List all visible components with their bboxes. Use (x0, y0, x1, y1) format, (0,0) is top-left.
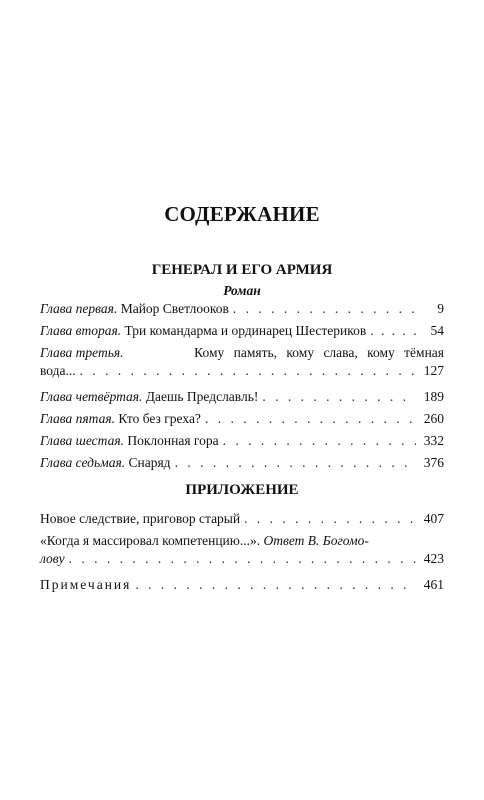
toc-entry[interactable] (40, 532, 444, 568)
chapter-prefix: Глава первая. (40, 301, 118, 316)
appendix-item-author: Ответ В. Богомо- (263, 533, 369, 548)
leader-dots (69, 550, 416, 568)
chapter-title: Поклонная гора (127, 433, 219, 448)
chapter-title: Даешь Предславль! (145, 389, 259, 404)
leader-dots (262, 388, 416, 406)
leader-dots (175, 454, 416, 472)
page-number: 423 (423, 551, 444, 566)
page-number: 461 (423, 577, 444, 592)
page-number: 376 (423, 455, 444, 470)
toc-entry[interactable] (40, 454, 444, 472)
chapter-prefix: Глава пятая. (40, 411, 115, 426)
appendix-item-author-line2: лову (40, 551, 65, 566)
chapter-prefix: Глава седьмая. (40, 455, 126, 470)
page-number: 54 (430, 323, 444, 338)
page-number: 9 (437, 301, 444, 316)
toc-entry[interactable] (40, 322, 444, 340)
page-number: 260 (423, 411, 444, 426)
leader-dots (135, 576, 416, 594)
leader-dots (80, 362, 416, 380)
chapter-title: Кто без греха? (118, 411, 201, 426)
toc-entry[interactable] (40, 300, 444, 318)
appendix-item-title-line1: «Когда я массировал компетенцию...». (40, 533, 261, 548)
leader-dots (233, 300, 416, 318)
chapter-title: Три командарма и ординарец Шестериков (124, 323, 367, 338)
page-number: 127 (423, 363, 444, 378)
chapter-prefix: Глава вторая. (40, 323, 122, 338)
toc-entry[interactable] (40, 432, 444, 450)
appendix-item-title: Новое следствие, приговор старый (40, 511, 241, 526)
toc-entry[interactable] (40, 510, 444, 528)
toc-entry[interactable] (40, 344, 444, 380)
part-title: ГЕНЕРАЛ И ЕГО АРМИЯ (151, 262, 333, 278)
contents-title: СОДЕРЖАНИЕ (164, 202, 320, 226)
appendix-item-title: Примечания (40, 577, 132, 592)
page-number: 407 (423, 511, 444, 526)
leader-dots (370, 322, 416, 340)
chapter-prefix: Глава шестая. (40, 433, 124, 448)
chapter-title-line1: Кому память, кому слава, кому тёмная (194, 345, 444, 360)
part-subtitle: Роман (223, 283, 261, 298)
chapter-title-line2: вода... (40, 363, 76, 378)
leader-dots (244, 510, 416, 528)
page-number: 189 (423, 389, 444, 404)
page-number: 332 (423, 433, 444, 448)
toc-entry[interactable] (40, 576, 444, 594)
toc-entry[interactable] (40, 410, 444, 428)
chapter-title: Майор Светлооков (120, 301, 229, 316)
chapter-prefix: Глава четвёртая. (40, 389, 143, 404)
appendix-title: ПРИЛОЖЕНИЕ (185, 482, 299, 498)
leader-dots (223, 432, 416, 450)
chapter-title: Снаряд (128, 455, 171, 470)
chapter-prefix: Глава третья. (40, 345, 124, 360)
toc-entry[interactable] (40, 388, 444, 406)
leader-dots (205, 410, 416, 428)
